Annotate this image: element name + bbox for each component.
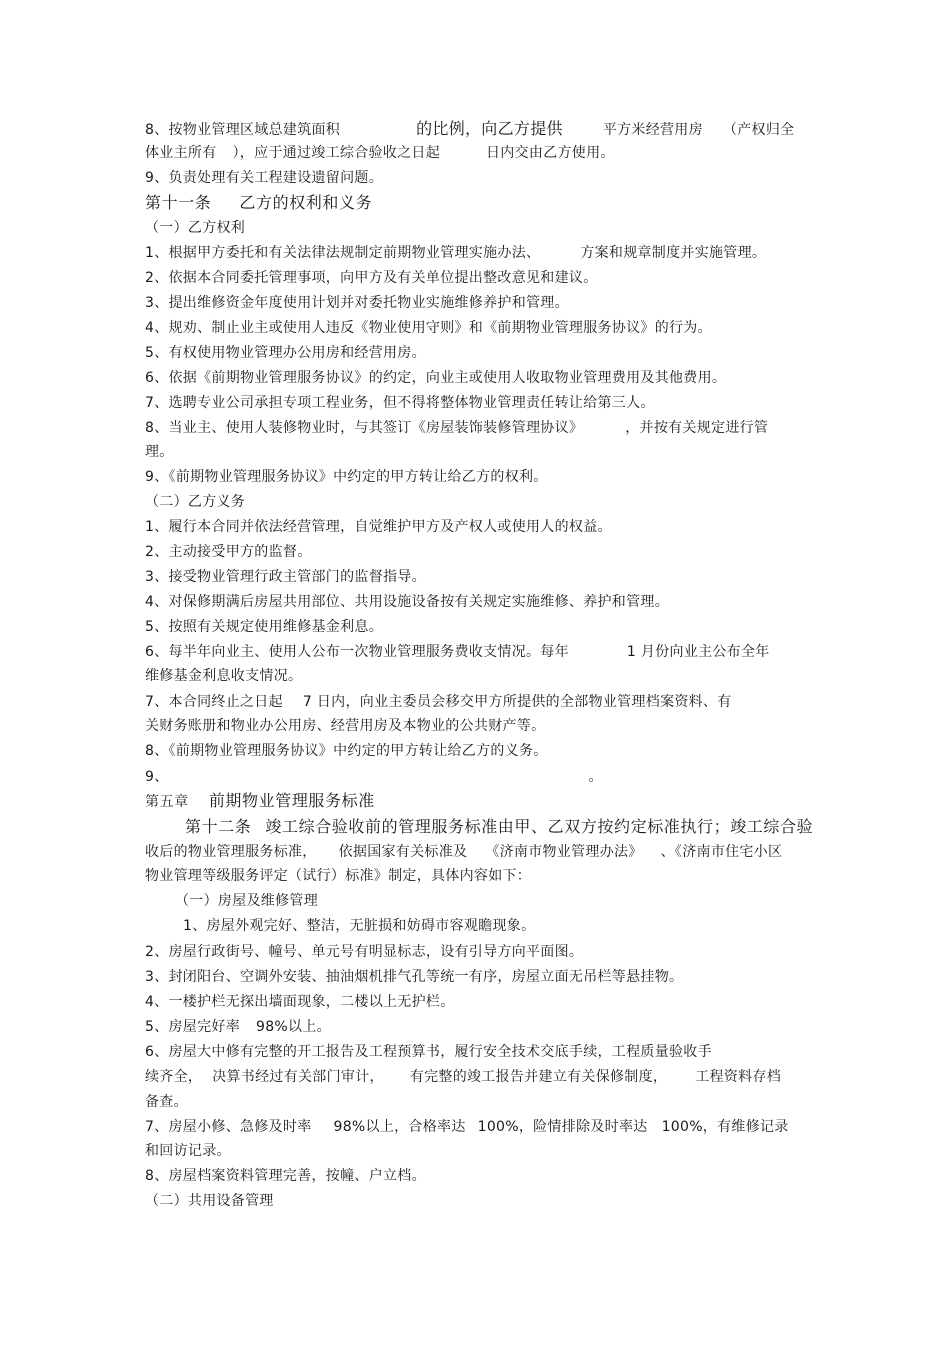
text-segment: 《济南市物业管理办法》 [485,844,643,860]
text-line [145,143,615,163]
text-line: 9、《前期物业管理服务协议》中约定的甲方转让给乙方的权利。 [145,469,548,485]
text-line: 理。 [145,444,174,460]
text-line [145,418,768,438]
text-segment: ），应于通过竣工综合验收之日起 [232,145,440,161]
text-line [145,119,794,140]
text-segment: 平方米经营用房 [602,122,703,138]
text-line: 2、依据本合同委托管理事项，向甲方及有关单位提出整改意见和建议。 [145,270,598,286]
text-line [145,243,766,263]
text-segment: 乙方的权利和义务 [239,193,373,212]
text-line [145,767,603,787]
text-line: 1、履行本合同并依法经营管理，自觉维护甲方及产权人或使用人的权益。 [145,519,612,535]
text-segment: 竣工综合验收前的管理服务标准由甲、乙双方按约定标准执行；竣工综合验 [265,817,814,836]
text-segment: 第五章 [145,794,189,810]
text-segment: 工程资料存档 [695,1069,782,1085]
text-line: 3、提出维修资金年度使用计划并对委托物业实施维修养护和管理。 [145,295,569,311]
text-segment: 100%，有维修记录 [661,1119,789,1135]
text-line: 5、有权使用物业管理办公用房和经营用房。 [145,345,426,361]
text-line [145,692,732,712]
article-heading [145,193,372,213]
text-line: 5、按照有关规定使用维修基金利息。 [145,619,384,635]
text-line [145,1117,789,1137]
text-segment: 98%以上，合格率达 [333,1119,466,1135]
text-segment: 1 月份向业主公布全年 [626,644,770,660]
text-segment: 5、房屋完好率 [145,1019,241,1035]
text-line: 1、房屋外观完好、整洁，无脏损和妨碍市容观瞻现象。 [183,918,536,934]
text-line: 4、对保修期满后房屋共用部位、共用设施设备按有关规定实施维修、养护和管理。 [145,594,670,610]
text-line: 备查。 [145,1094,188,1110]
text-segment: 7 日内，向业主委员会移交甲方所提供的全部物业管理档案资料、有 [302,694,732,710]
text-segment: 有完整的竣工报告并建立有关保修制度， [409,1069,668,1085]
text-line: 7、选聘专业公司承担专项工程业务，但不得将整体物业管理责任转让给第三人。 [145,395,655,411]
chapter-heading [145,791,375,812]
text-segment: 依据国家有关标准及 [338,844,468,860]
text-segment: 100%，险情排除及时率达 [477,1119,648,1135]
text-line: 维修基金利息收支情况。 [145,668,303,684]
text-line [145,842,782,862]
text-segment: 7、本合同终止之日起 [145,694,283,710]
section-heading: （一）房屋及维修管理 [175,893,318,909]
article-line [185,817,813,837]
text-segment: 8、按物业管理区域总建筑面积 [145,122,341,138]
section-heading: （二）共用设备管理 [145,1193,274,1209]
text-segment: 。 [588,769,603,785]
text-segment: 第十一条 [145,193,212,212]
text-line: 9、负责处理有关工程建设遗留问题。 [145,170,384,186]
text-segment: 方案和规章制度并实施管理。 [580,245,767,261]
text-line: 3、接受物业管理行政主管部门的监督指导。 [145,569,426,585]
text-line: 关财务账册和物业办公用房、经营用房及本物业的公共财产等。 [145,718,546,734]
text-segment: 7、房屋小修、急修及时率 [145,1119,312,1135]
text-line: 和回访记录。 [145,1143,231,1159]
section-heading: （一）乙方权利 [145,220,246,236]
text-segment: ，并按有关规定进行管 [625,420,769,436]
text-line: 4、规劝、制止业主或使用人违反《物业使用守则》和《前期物业管理服务协议》的行为。 [145,320,712,336]
text-segment: 8、当业主、使用人装修物业时，与其签订《房屋装饰装修管理协议》 [145,420,584,436]
text-segment: （产权归全 [722,122,795,138]
text-line: 3、封闭阳台、空调外安装、抽油烟机排气孔等统一有序，房屋立面无吊栏等悬挂物。 [145,969,684,985]
text-line: 2、主动接受甲方的监督。 [145,544,312,560]
text-segment: 体业主所有 [145,145,217,161]
text-segment: 日内交由乙方使用。 [486,145,615,161]
text-line [145,1067,781,1087]
text-line: 6、房屋大中修有完整的开工报告及工程预算书，履行安全技术交底手续，工程质量验收手 [145,1044,712,1060]
text-segment: 前期物业管理服务标准 [208,791,375,810]
text-line: 2、房屋行政街号、幢号、单元号有明显标志，设有引导方向平面图。 [145,944,584,960]
text-line [145,1017,331,1037]
text-line: 8、《前期物业管理服务协议》中约定的甲方转让给乙方的义务。 [145,743,548,759]
section-heading: （二）乙方义务 [145,494,246,510]
text-segment: 98%以上。 [256,1019,331,1035]
text-segment: 9、 [145,769,169,785]
text-segment: 6、每半年向业主、使用人公布一次物业管理服务费收支情况。每年 [145,644,569,660]
text-line: 8、房屋档案资料管理完善，按幢、户立档。 [145,1168,426,1184]
text-line: 4、一楼护栏无探出墙面现象，二楼以上无护栏。 [145,994,455,1010]
text-segment: 的比例，向乙方提供 [416,119,563,138]
text-segment: 第十二条 [185,817,252,836]
text-segment: 收后的物业管理服务标准， [145,844,317,860]
text-line [145,642,770,662]
text-segment: 、《济南市住宅小区 [660,844,783,860]
text-line: 物业管理等级服务评定（试行）标准》制定，具体内容如下： [145,868,532,884]
text-line: 6、依据《前期物业管理服务协议》的约定，向业主或使用人收取物业管理费用及其他费用。 [145,370,727,386]
text-segment: 决算书经过有关部门审计， [212,1069,384,1085]
text-segment: 1、根据甲方委托和有关法律法规制定前期物业管理实施办法、 [145,245,541,261]
text-segment: 续齐全， [145,1069,203,1085]
